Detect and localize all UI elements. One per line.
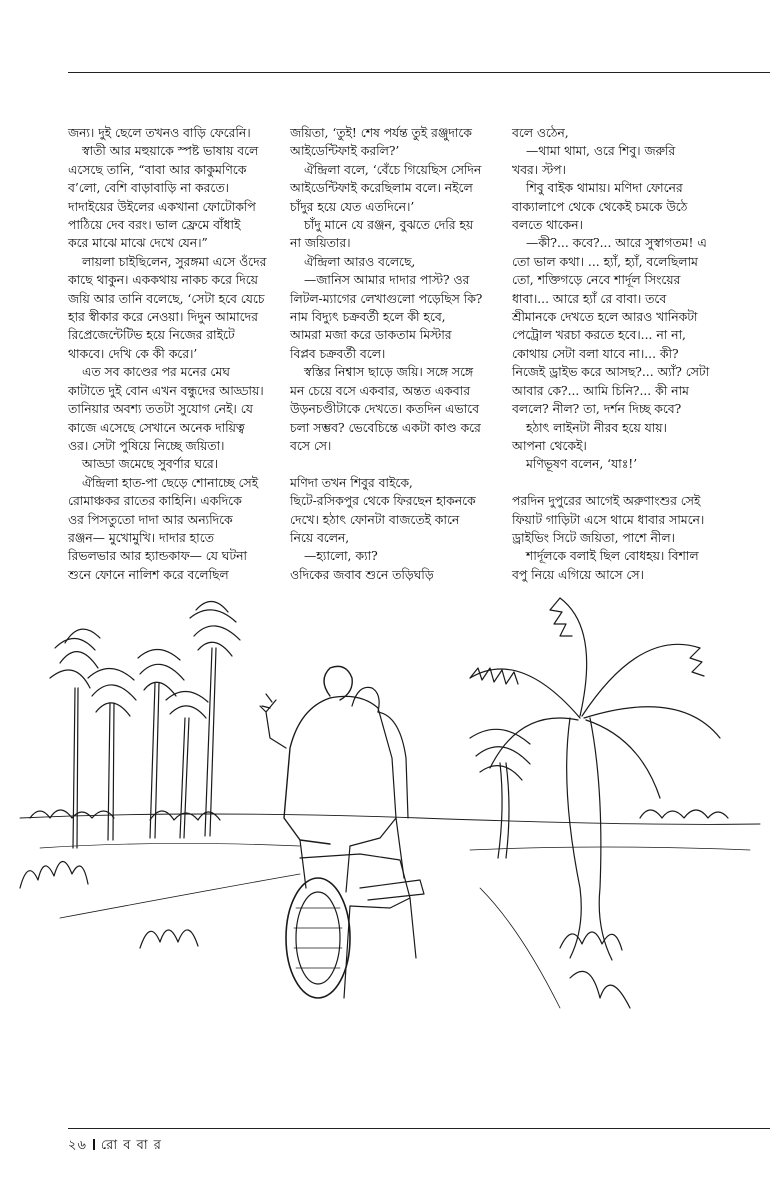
paragraph-line: থাকবে। দেখি কে কী করে।’ xyxy=(68,346,198,361)
text-column-1 xyxy=(68,124,268,584)
page-number: ২৬ xyxy=(68,1138,87,1153)
paragraph-line: শ্রীমানকে দেখতে হলে আরও খানিকটা xyxy=(512,310,698,325)
paragraph-line: করে মাঝে মাঝে দেখে যেন।” xyxy=(68,236,208,251)
paragraph-line: মণিদা তখন শিবুর বাইকে, xyxy=(290,475,413,490)
paragraph-line: শিবু বাইক থামায়। মণিদা ফোনের xyxy=(526,181,683,196)
paragraph-line: শার্দূলকে বলাই ছিল বোধহয়। বিশাল xyxy=(526,549,699,564)
paragraph-line: আইডেন্টিফাই করেছিলাম বলে। নইলে xyxy=(290,181,473,196)
magazine-name: রো ব বা র xyxy=(100,1138,162,1153)
paragraph-line: চাঁদু মানে যে রঞ্জন, বুঝতে দেরি হয় xyxy=(304,218,474,233)
text-column-3 xyxy=(512,124,732,584)
paragraph-line: পেট্রোল খরচা করতে হবে।... না না, xyxy=(512,328,686,343)
paragraph-line: কোথায় সেটা বলা যাবে না।... কী? xyxy=(512,346,679,361)
paragraph-line: —জানিস আমার দাদার পাস্ট? ওর xyxy=(304,273,470,288)
paragraph-line: বপু নিয়ে এগিয়ে আসে সে। xyxy=(512,567,644,582)
paragraph-line: লিটল-ম্যাগের লেখাগুলো পড়েছিস কি? xyxy=(290,291,483,306)
paragraph-line: —থামা থামা, ওরে শিবু। জরুরি xyxy=(526,144,676,159)
footer-separator xyxy=(93,1139,95,1150)
paragraph-line: এসেছে তানি, “বাবা আর কাকুমণিকে xyxy=(68,162,247,177)
paragraph-line: তো ভাল কথা। ... হ্যাঁ, হ্যাঁ, বলেছিলাম xyxy=(512,254,698,269)
text-column-2 xyxy=(290,124,490,584)
paragraph-line: ড্রাইভিং সিটে জয়িতা, পাশে নীল। xyxy=(512,530,675,545)
paragraph-line: লায়লা চাইছিলেন, সুরঙ্গমা এসে ওঁদের xyxy=(82,254,267,269)
paragraph-line: নিজেই ড্রাইভ করে আসছ?... অ্যাঁ? সেটা xyxy=(512,365,710,380)
paragraph-line: জয়িতা, ‘তুই! শেষ পর্যন্ত তুই রঞ্জুদাকে xyxy=(290,126,472,140)
paragraph-line: তানিয়ার অবশ্য ততটা সুযোগ নেই। যে xyxy=(68,402,253,417)
paragraph-line: বসে সে। xyxy=(290,438,332,453)
paragraph-line: কাজে এসেছে সেখানে অনেক দায়িত্ব xyxy=(68,420,245,435)
paragraph-line: —কী?... কবে?... আরে সুস্বাগতম! এ xyxy=(526,236,707,251)
paragraph-line: নাম বিদ্যুৎ চক্রবর্তী হলে কী হবে, xyxy=(290,310,446,325)
paragraph-line: এত সব কাণ্ডের পর মনের মেঘ xyxy=(82,365,230,380)
paragraph-line: ঐন্দ্রিলা আরও বলেছে, xyxy=(304,254,416,269)
page-footer xyxy=(68,1136,162,1157)
paragraph-line: পাঠিয়ে দেব বরং। ভাল ফ্রেমে বাঁধাই xyxy=(68,218,241,233)
paragraph-line: বললে? নীল? তা, দর্শন দিচ্ছ কবে? xyxy=(512,402,682,417)
paragraph-line: আইডেন্টিফাই করলি?’ xyxy=(290,144,400,159)
paragraph-line: না জয়িতার। xyxy=(290,236,351,251)
paragraph-line: হঠাৎ লাইনটা নীরব হয়ে যায়। xyxy=(526,420,667,435)
paragraph-line: ছিটে-রসিকপুর থেকে ফিরছেন হাকনকে xyxy=(290,494,476,509)
paragraph-line: রোমাঞ্চকর রাতের কাহিনি। একদিকে xyxy=(68,494,242,509)
paragraph-line: স্বাতী আর মহুয়াকে স্পষ্ট ভাষায় বলে xyxy=(82,144,259,159)
paragraph-line: ওর। সেটা পুষিয়ে নিচ্ছে জয়িতা। xyxy=(68,438,225,453)
footer-rule xyxy=(68,1128,770,1129)
paragraph-line: আড্ডা জমেছে সুবর্ণার ঘরে। xyxy=(82,457,219,472)
paragraph-line: চাঁদুর হয়ে যেত এতদিনে।’ xyxy=(290,199,415,214)
paragraph-line: মণিভূষণ বলেন, ‘যাঃ!’ xyxy=(526,457,638,472)
paragraph-line: চলা সম্ভব? ভেবেচিন্তে একটা কাণ্ড করে xyxy=(290,420,481,435)
paragraph-line: তো, শক্তিগড়ে নেবে শার্দূল সিংয়ের xyxy=(512,273,681,288)
paragraph-line: আবার কে?... আমি চিনি?... কী নাম xyxy=(512,383,689,398)
paragraph-line: ওদিকের জবাব শুনে তড়িঘড়ি xyxy=(290,567,434,582)
paragraph-line: আমরা মজা করে ডাকতাম মিস্টার xyxy=(290,328,452,343)
paragraph-line: উড়নচণ্ডীটাকে দেখতে। কতদিন এভাবে xyxy=(290,402,479,417)
paragraph-line: জয়ি আর তানি বলেছে, ‘সেটা হবে যেচে xyxy=(68,291,265,306)
section-break xyxy=(290,455,490,473)
paragraph-line: দাদাইয়ের উইলের একখানা ফোটোকপি xyxy=(68,199,256,214)
paragraph-line: মন চেয়ে বসে একবার, অন্তত একবার xyxy=(290,383,470,398)
header-rule xyxy=(68,72,770,73)
paragraph-line: শুনে ফোনে নালিশ করে বলেছিল xyxy=(68,567,229,582)
paragraph-line: পরদিন দুপুরের আগেই অরুণাংশুর সেই xyxy=(512,494,701,509)
paragraph-line: কাছে থাকুন। এককথায় নাকচ করে দিয়ে xyxy=(68,273,258,288)
paragraph-line: ঐন্দ্রিলা বলে, ‘বেঁচে গিয়েছিস সেদিন xyxy=(304,162,482,177)
paragraph-line: হার স্বীকার করে নেওয়া। দিদুন আমাদের xyxy=(68,310,258,325)
paragraph-line: ব’লো, বেশি বাড়াবাড়ি না করতে। xyxy=(68,181,229,196)
paragraph-line: ঐন্দ্রিলা হাত-পা ছেড়ে শোনাচ্ছে সেই xyxy=(82,475,259,490)
paragraph-line: স্বস্তির নিশ্বাস ছাড়ে জয়ি। সঙ্গে সঙ্গে xyxy=(304,365,474,380)
paragraph-line: ওর পিসতুতো দাদা আর অন্যদিকে xyxy=(68,512,233,527)
paragraph-line: জন্য। দুই ছেলে তখনও বাড়ি ফেরেনি। xyxy=(68,126,251,140)
paragraph-line: বাক্যালাপে থেকে থেকেই চমকে উঠে xyxy=(512,199,688,214)
paragraph-line: —হ্যালো, ক্যা? xyxy=(304,549,378,564)
paragraph-line: রঞ্জন— মুখোমুখি। দাদার হাতে xyxy=(68,530,214,545)
paragraph-line: ফিয়াট গাড়িটা এসে থামে ধাবার সামনে। xyxy=(512,512,705,527)
paragraph-line: বলতে থাকেন। xyxy=(512,218,583,233)
paragraph-line: আপনা থেকেই। xyxy=(512,438,587,453)
paragraph-line: খবর। স্টপ। xyxy=(512,162,566,177)
paragraph-line: বলে ওঠেন, xyxy=(512,126,569,140)
paragraph-line: বিপ্লব চক্রবর্তী বলে। xyxy=(290,346,386,361)
section-break xyxy=(512,474,732,492)
paragraph-line: রিপ্রেজেন্টেটিভ হয়ে নিজের রাইটে xyxy=(68,328,235,343)
motorbike-illustration xyxy=(0,588,770,1018)
paragraph-line: ধাবা।... আরে হ্যাঁ রে বাবা। তবে xyxy=(512,291,667,306)
paragraph-line: দেখে। হঠাৎ ফোনটা বাজতেই কানে xyxy=(290,512,460,527)
paragraph-line: রিভলভার আর হ্যান্ডকাফ— যে ঘটনা xyxy=(68,549,247,564)
paragraph-line: নিয়ে বলেন, xyxy=(290,530,350,545)
paragraph-line: কাটাতে দুই বোন এখন বন্ধুদের আড্ডায়। xyxy=(68,383,264,398)
